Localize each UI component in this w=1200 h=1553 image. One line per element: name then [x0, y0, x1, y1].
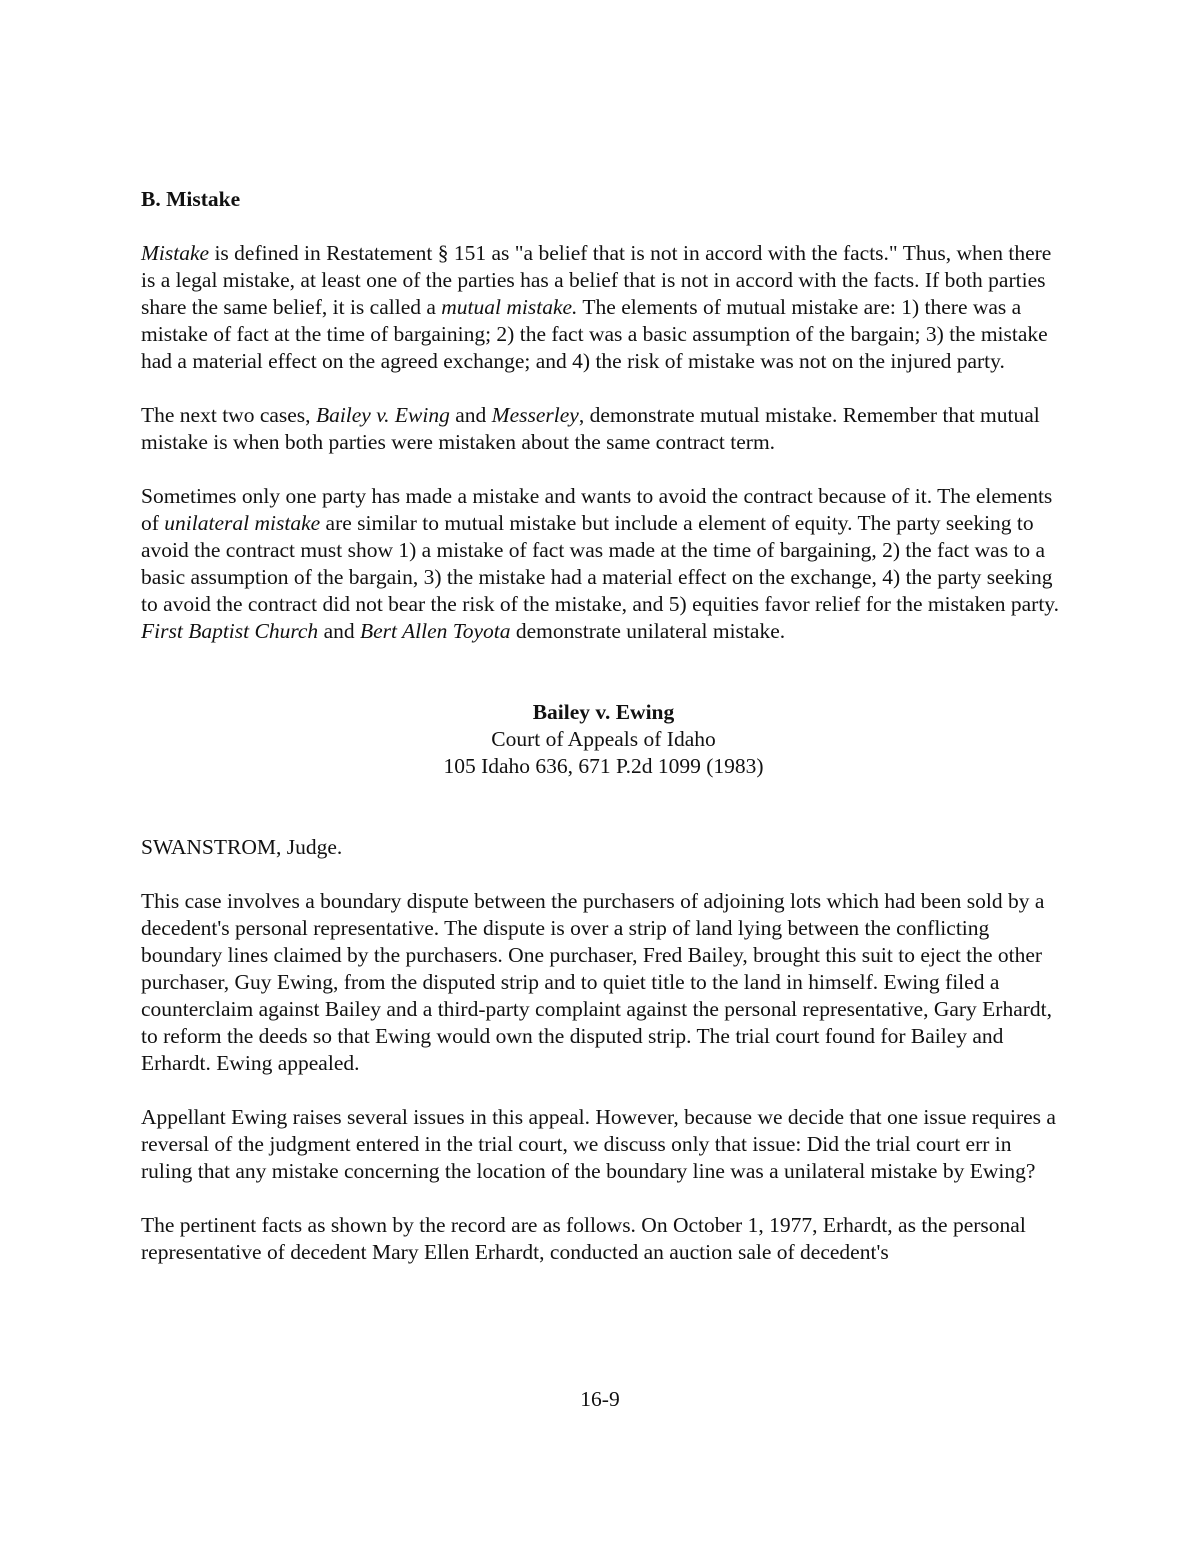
opinion-paragraph: Appellant Ewing raises several issues in this appeal. However, because we decide that one issue requires a reversal of the judgment entered in the trial court, we discuss only that issue: Did the trial court err in ruling that any mistake concerning the location of the boundary line was a unilateral mistake by Ewing? — [141, 1105, 1056, 1183]
italic-case-name: Bailey v. Ewing — [315, 403, 450, 427]
text-run: are similar to mutual mistake but include a element of equity. The party seeking to avoid the contract must show 1) a mistake of fact was made at the time of bargaining, 2) the fact was to a basic assumption of the bargain, 3) the mistake had a material effect on the exchange, 4) the party seeking to avoid the contract did not bear the risk of the mistake, and 5) equities favor relief for the mistaken party. — [141, 511, 1060, 616]
opinion-paragraph: This case involves a boundary dispute between the purchasers of adjoining lots which had been sold by a decedent's personal representative. The dispute is over a strip of land lying between the conflicting boundary lines claimed by the purchasers. One purchaser, Fred Bailey, brought this suit to eject the other purchaser, Guy Ewing, from the disputed strip and to quiet title to the land in himself. Ewing filed a counterclaim against Bailey and a third-party complaint against the personal representative, Gary Erhardt, to reform the deeds so that Ewing would own the disputed strip. The trial court found for Bailey and Erhardt. Ewing appealed. — [141, 889, 1053, 1075]
italic-case-name: Messerley — [491, 403, 579, 427]
case-court: Court of Appeals of Idaho — [491, 727, 716, 751]
text-run: and — [318, 619, 360, 643]
case-caption — [141, 699, 1066, 780]
text-run: The elements of mutual mistake are: 1) there was a mistake of fact at the time of bargaining; 2) the fact was a basic assumption of the bargain; 3) the mistake had a material effect on the agreed exchange; and 4) the risk of mistake was not on the injured party. — [141, 295, 1048, 373]
text-run: Sometimes only one party has made a mistake and wants to avoid the contract because of it. The elements of — [141, 484, 1053, 535]
italic-case-name: Bert Allen Toyota — [359, 619, 511, 643]
section-heading: B. Mistake — [141, 187, 241, 211]
unilateral-mistake-paragraph — [141, 483, 1066, 645]
mistake-definition-paragraph — [141, 240, 1066, 375]
text-run: and — [449, 403, 492, 427]
italic-case-name: First Baptist Church — [141, 619, 319, 643]
case-citation: 105 Idaho 636, 671 P.2d 1099 (1983) — [443, 754, 764, 778]
page-content — [141, 186, 1066, 1293]
mutual-mistake-cases-paragraph — [141, 402, 1066, 456]
italic-term: mutual mistake. — [441, 295, 578, 319]
text-run: is defined in Restatement § 151 as "a belief that is not in accord with the facts." Thus, when there is a legal mistake, at least one of the parties has a belief that is not in accord with the facts. If both parties share the same belief, it is called a — [141, 241, 1052, 319]
text-run: demonstrate unilateral mistake. — [510, 619, 786, 643]
text-run: The next two cases, — [141, 403, 316, 427]
italic-term: Mistake — [141, 241, 210, 265]
page-number: 16-9 — [580, 1387, 620, 1411]
text-run: , demonstrate mutual mistake. Remember that mutual mistake is when both parties were mistaken about the same contract term. — [141, 403, 1040, 454]
opinion-paragraph: The pertinent facts as shown by the record are as follows. On October 1, 1977, Erhardt, as the personal representative of decedent Mary Ellen Erhardt, conducted an auction sale of decedent's — [141, 1213, 1026, 1264]
italic-term: unilateral mistake — [164, 511, 321, 535]
case-title: Bailey v. Ewing — [532, 700, 675, 724]
judge-name: SWANSTROM, Judge. — [141, 835, 343, 859]
